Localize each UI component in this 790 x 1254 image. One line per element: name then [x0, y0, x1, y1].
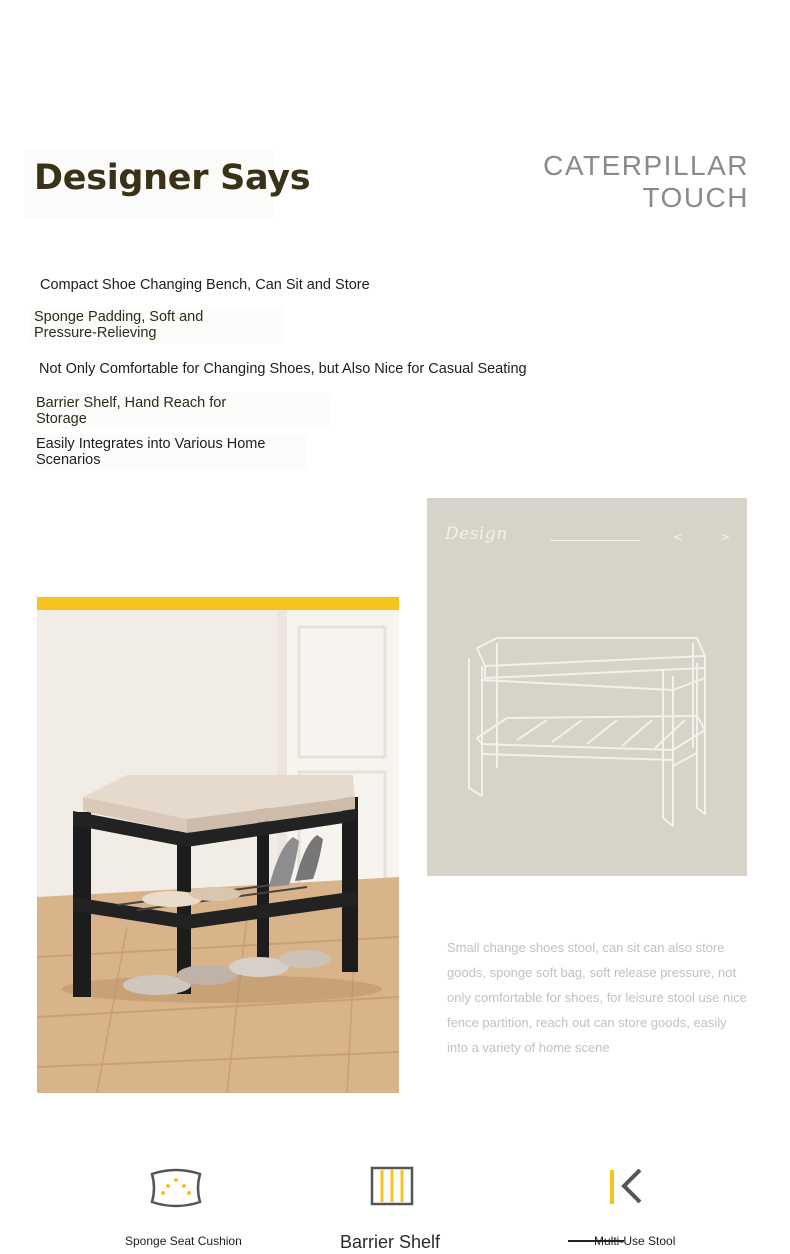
brand-logo — [543, 150, 749, 214]
bench-sketch — [427, 498, 747, 876]
design-panel — [427, 498, 747, 876]
feature-block — [30, 307, 283, 343]
prev-arrow-icon[interactable]: < — [673, 530, 684, 544]
accent-bar — [37, 597, 399, 610]
feature-line: Scenarios — [36, 452, 101, 468]
brand-line-2: TOUCH — [642, 182, 749, 213]
feature-line: Pressure-Relieving — [34, 325, 157, 341]
sponge-cushion-icon — [146, 1164, 206, 1212]
page-title: Designer Says — [34, 158, 311, 198]
multi-use-stool-icon — [606, 1164, 666, 1212]
caption-sponge-seat-cushion: Sponge Seat Cushion — [125, 1234, 242, 1248]
caption-barrier-shelf: Barrier Shelf — [340, 1232, 441, 1252]
barrier-shelf-icon — [366, 1164, 426, 1212]
feature-line: Not Only Comfortable for Changing Shoes, but Also Nice for Casual Seating — [39, 361, 527, 377]
feature-block — [32, 434, 306, 470]
shoe-bench-illustration — [37, 597, 399, 1093]
feature-line: Sponge Padding, Soft and — [34, 309, 204, 325]
caption-multi-use-stool: Multi-Use Stool — [594, 1234, 676, 1248]
feature-block — [32, 393, 330, 429]
product-description: Small change shoes stool, can sit can also store goods, sponge soft bag, soft release pressure, not only comfortable for shoes, for leisure stool use nice fence partition, reach out can store goods, easily into a variety of home scene — [447, 940, 747, 1055]
feature-line: Easily Integrates into Various Home — [36, 436, 266, 452]
feature-line: Compact Shoe Changing Bench, Can Sit and Store — [40, 277, 370, 293]
next-arrow-icon[interactable]: > — [720, 530, 731, 544]
brand-line-1: CATERPILLAR — [543, 150, 749, 181]
product-photo — [37, 597, 399, 1093]
feature-line: Storage — [36, 411, 87, 427]
design-label: Design — [445, 524, 508, 544]
feature-line: Barrier Shelf, Hand Reach for — [36, 395, 227, 411]
